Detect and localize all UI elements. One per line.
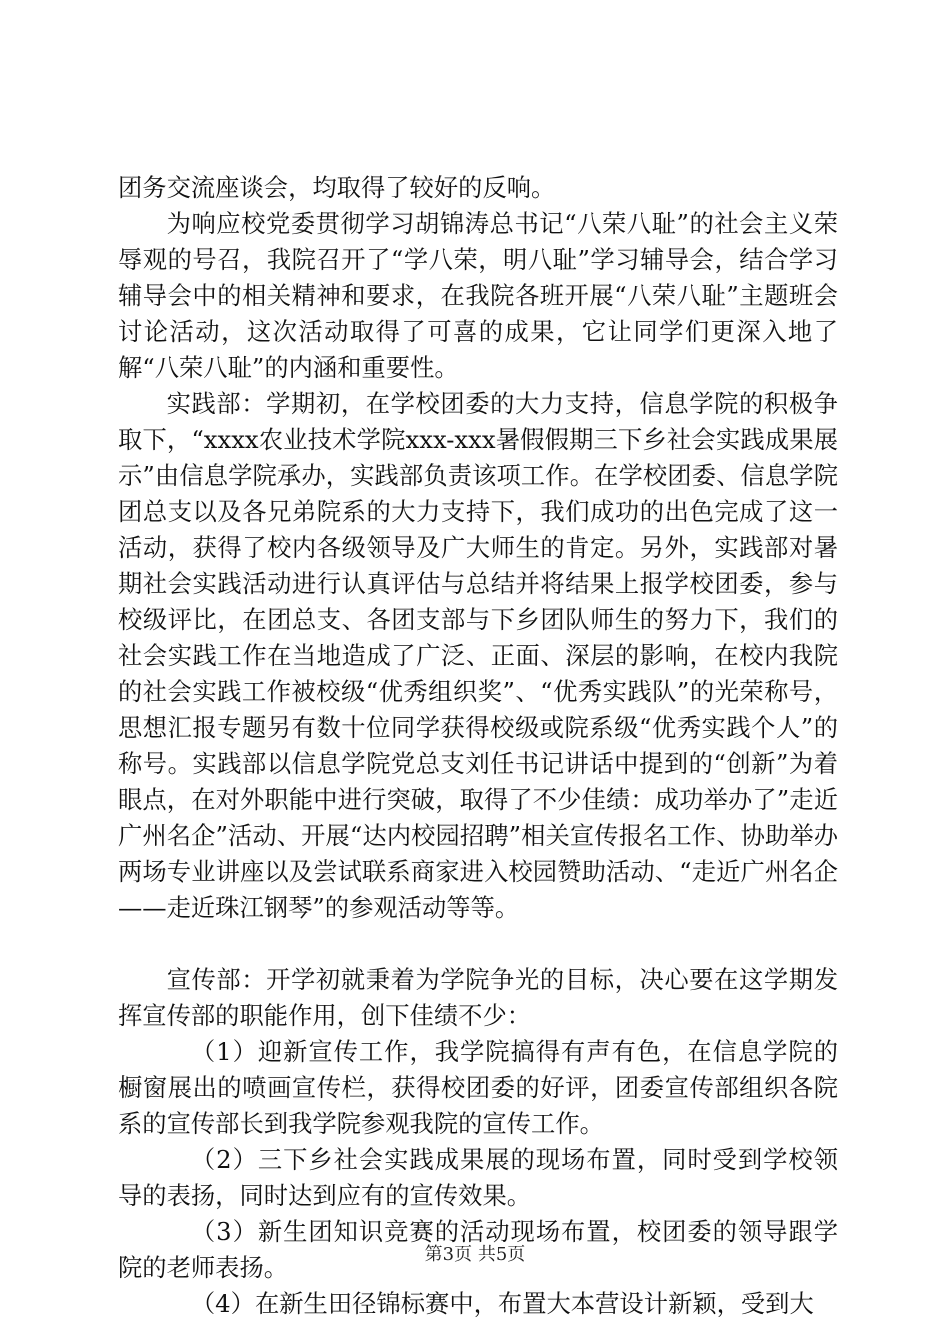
paragraph-honor-disgrace: 为响应校党委贯彻学习胡锦涛总书记“八荣八耻”的社会主义荣辱观的号召，我院召开了“学八荣，明八耻”学习辅导会，结合学习辅导会中的相关精神和要求，在我院各班开展“八荣八耻”主题班会讨论活动，这次活动取得了可喜的成果，它让同学们更深入地了解“八荣八耻”的内涵和重要性。: [118, 209, 838, 382]
paragraph-practice-department: 实践部：学期初，在学校团委的大力支持，信息学院的积极争取下，“xxxx农业技术学院xxx-xxx暑假假期三下乡社会实践成果展示”由信息学院承办，实践部负责该项工作。在学校团委、信息学院团总支以及各兄弟院系的大力支持下，我们成功的出色完成了这一活动，获得了校内各级领导及广大师生的肯定。另外，实践部对暑期社会实践活动进行认真评估与总结并将结果上报学校团委，参与校级评比，在团总支、各团支部与下乡团队师生的努力下，我们的社会实践工作在当地造成了广泛、正面、深层的影响，在校内我院的社会实践工作被校级“优秀组织奖”、“优秀实践队”的光荣称号，思想汇报专题另有数十位同学获得校级或院系级“优秀实践个人”的称号。实践部以信息学院党总支刘任书记讲话中提到的“创新”为着眼点，在对外职能中进行突破，取得了不少佳绩：成功举办了”走近广州名企”活动、开展“达内校园招聘”相关宣传报名工作、协助举办两场专业讲座以及尝试联系商家进入校园赞助活动、“走近广州名企——走近珠江钢琴”的参观活动等等。: [118, 389, 838, 922]
paragraph-gap: [118, 926, 838, 962]
paragraph-continuation: 团务交流座谈会，均取得了较好的反响。: [118, 173, 556, 202]
list-item-1: （1）迎新宣传工作，我学院搞得有声有色，在信息学院的橱窗展出的喷画宣传栏，获得校团委的好评，团委宣传部组织各院系的宣传部长到我学院参观我院的宣传工作。: [118, 1037, 838, 1138]
document-body: [118, 170, 838, 1322]
page-footer: 第3页 共5页: [424, 1244, 526, 1265]
list-item-4: （4）在新生田径锦标赛中，布置大本营设计新颖，受到大: [190, 1289, 814, 1318]
list-item-3: （3）新生团知识竞赛的活动现场布置，校团委的领导跟学院的老师表扬。: [118, 1217, 838, 1282]
list-item-2: （2）三下乡社会实践成果展的现场布置，同时受到学校领导的表扬，同时达到应有的宣传效果。: [118, 1145, 838, 1210]
paragraph-publicity-department: 宣传部：开学初就秉着为学院争光的目标，决心要在这学期发挥宣传部的职能作用，创下佳绩不少：: [118, 965, 838, 1030]
